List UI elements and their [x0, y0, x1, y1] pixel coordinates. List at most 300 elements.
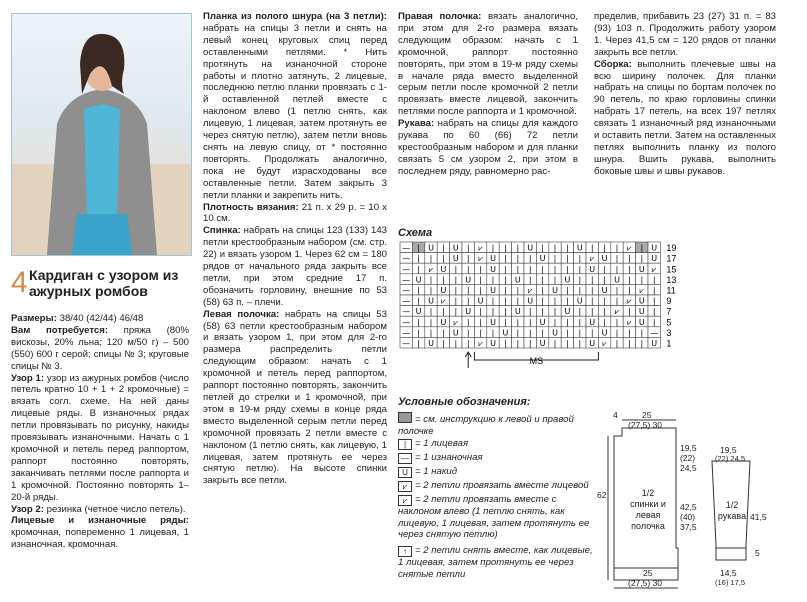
- s2k1p-icon: ↑: [398, 546, 412, 557]
- chart-symbol: |: [429, 328, 433, 338]
- chart-symbol: —: [402, 296, 411, 306]
- chart-symbol: |: [566, 286, 569, 295]
- chart-symbol: |: [429, 317, 433, 327]
- legend-title: Условные обозначения:: [398, 396, 531, 408]
- chart-symbol: U: [651, 254, 658, 264]
- chart-symbol: |: [417, 254, 420, 264]
- legend-text: = 2 петли снять вместе, как лицевые, 1 лицевая, затем протянуть ее через снятые петли: [398, 545, 593, 580]
- chart-symbol: |: [479, 328, 482, 338]
- front-piece-label: 1/2 спинки и левая полочка: [630, 488, 666, 531]
- chart-row-number: 13: [666, 274, 677, 285]
- chart-symbol: |: [429, 286, 433, 295]
- sleeve-bottom: 14,5: [720, 568, 737, 578]
- paragraph-label: Плотность вязания:: [203, 201, 299, 213]
- chart-symbol: |: [553, 296, 557, 306]
- chart-symbol: |: [590, 307, 594, 317]
- chart-symbol: |: [516, 328, 520, 338]
- paragraph-text: узор из ажурных ромбов (число петель кратно 10 + 1 + 2 кромочные) = вязать согл. схеме. На ней даны лицевые ряды. В изнаночных рядах петли провязывать по рисунку, накиды провязывать изнаночными. Начать с 1 кромочной и петель перед раппортом, раппорт постоянно повторять, заканчивать петлями после раппорта и 1 кромочной. Постоянно повторять 1–20-й ряды.: [11, 372, 190, 503]
- front-side: 42,5: [680, 502, 697, 512]
- chart-row-number: 3: [666, 327, 672, 338]
- stitch-chart: [398, 240, 680, 390]
- chart-symbol: U: [576, 296, 583, 306]
- chart-symbol: |: [541, 286, 544, 295]
- chart-symbol: |: [628, 254, 631, 264]
- chart-symbol: |: [541, 296, 544, 306]
- chart-symbol: |: [429, 307, 433, 317]
- chart-symbol: U: [589, 264, 596, 274]
- legend-text: = 2 петли провязать вместе лицевой: [415, 480, 589, 491]
- chart-symbol: —: [402, 243, 411, 253]
- chart-arrow: [465, 352, 471, 368]
- chart-symbol: |: [516, 243, 520, 253]
- chart-symbol: |: [628, 286, 631, 295]
- chart-symbol: U: [601, 328, 608, 338]
- paragraph-label: Вам потребуется:: [11, 324, 109, 336]
- legend-item: [398, 494, 594, 541]
- front-top-width-alt: (27,5) 30: [628, 420, 663, 430]
- chart-symbol: |: [566, 254, 569, 264]
- chart-symbol: |: [466, 254, 470, 264]
- chart-symbol: |: [491, 307, 495, 317]
- chart-symbol: U: [651, 243, 658, 253]
- legend-item: [398, 412, 594, 437]
- legend-item: [398, 545, 594, 580]
- chart-symbol: |: [516, 296, 520, 306]
- chart-symbol: |: [491, 275, 495, 285]
- chart-symbol: ⩗: [627, 296, 632, 306]
- chart-symbol: |: [479, 317, 482, 327]
- chart-symbol: |: [578, 328, 582, 338]
- chart-symbol: U: [514, 275, 521, 285]
- chart-symbol: |: [528, 328, 532, 338]
- chart-symbol: |: [516, 317, 520, 327]
- chart-symbol: |: [479, 264, 482, 274]
- ssk-icon: ⩗: [398, 495, 412, 506]
- chart-symbol: |: [491, 243, 495, 253]
- front-shoulder: 19,5: [680, 443, 697, 453]
- chart-symbol: |: [466, 243, 470, 253]
- front-height: 62: [597, 490, 607, 500]
- chart-symbol: ⩗: [627, 243, 632, 253]
- chart-symbol: |: [504, 254, 507, 264]
- chart-symbol: |: [541, 307, 544, 317]
- front-top-width: 25: [642, 410, 652, 420]
- paragraph: [11, 515, 189, 551]
- chart-symbol: |: [553, 275, 557, 285]
- chart-symbol: |: [553, 317, 557, 327]
- chart-symbol: |: [553, 254, 557, 264]
- chart-symbol: ⩗: [478, 339, 483, 348]
- chart-symbol: U: [490, 339, 496, 348]
- chart-symbol: |: [454, 296, 458, 306]
- chart-symbol: U: [527, 243, 534, 253]
- chart-symbol: ⩗: [428, 264, 434, 274]
- paragraph: [11, 504, 189, 516]
- chart-symbol: |: [590, 243, 594, 253]
- chart-symbol: |: [640, 275, 644, 285]
- paragraph-label: Рукава:: [398, 118, 435, 130]
- paragraph: [11, 313, 189, 325]
- chart-symbol: |: [553, 339, 557, 348]
- chart-symbol: U: [589, 317, 596, 327]
- column-4: [594, 11, 776, 178]
- chart-symbol: |: [640, 243, 644, 253]
- chart-symbol: U: [589, 339, 596, 348]
- chart-symbol: |: [417, 339, 420, 348]
- chart-symbol: ⩗: [639, 286, 645, 295]
- legend-item: [398, 438, 594, 450]
- paragraph-text: пределив, прибавить 23 (27) 31 п. = 83 (93) 103 п. Продолжить работу узором 1. Через 41,5 см = 120 рядов от планки закрыть все петли.: [594, 11, 776, 58]
- paragraph: [398, 11, 578, 118]
- chart-symbol: |: [516, 339, 520, 348]
- chart-symbol: |: [442, 328, 445, 338]
- chart-symbol: |: [466, 317, 470, 327]
- chart-symbol: |: [417, 328, 420, 338]
- chart-symbol: |: [603, 307, 606, 317]
- paragraph-text: набрать на спицы для каждого рукава по 60 (66) 72 петли крестообразным набором и для планки связать 5 см узором 2, при этом в последнем ряду, равномерно рас-: [398, 118, 578, 177]
- chart-symbol: —: [402, 275, 411, 285]
- chart-symbol: U: [638, 264, 645, 274]
- front-shoulder-alt2: 24,5: [680, 463, 697, 473]
- paragraph: [398, 118, 578, 178]
- sleeve-piece-label: 1/2 рукава: [717, 500, 747, 521]
- chart-symbol: |: [628, 275, 631, 285]
- paragraph-text: 38/40 (42/44) 46/48: [56, 313, 144, 324]
- paragraph-label: Левая полочка:: [203, 308, 280, 320]
- chart-symbol: |: [466, 264, 470, 274]
- chart-symbol: |: [454, 275, 458, 285]
- chart-symbol: |: [615, 243, 619, 253]
- chart-symbol: ⩗: [602, 339, 607, 348]
- chart-row-number: 11: [666, 285, 676, 296]
- chart-symbol: |: [466, 339, 470, 348]
- chart-symbol: |: [553, 264, 557, 274]
- chart-symbol: |: [566, 328, 569, 338]
- chart-symbol: ⩗: [627, 317, 632, 327]
- chart-symbol: |: [566, 243, 569, 253]
- chart-symbol: |: [578, 264, 582, 274]
- chart-symbol: U: [539, 339, 546, 348]
- column-3: [398, 11, 578, 178]
- chart-symbol: |: [479, 286, 482, 295]
- chart-symbol: |: [479, 307, 482, 317]
- chart-symbol: |: [504, 264, 507, 274]
- paragraph-text: кромочная, попеременно 1 лицевая, 1 изнаночная, кромочная.: [11, 527, 189, 551]
- paragraph: [203, 225, 387, 308]
- front-side-alt: (40): [680, 512, 696, 522]
- front-bottom: 25: [643, 568, 653, 578]
- chart-symbol: |: [590, 275, 594, 285]
- paragraph: [203, 202, 387, 226]
- purl-icon: —: [398, 453, 412, 464]
- chart-symbol: |: [603, 264, 606, 274]
- legend-text: = см. инструкцию к левой и правой полочке: [398, 414, 574, 437]
- chart-symbol: |: [640, 328, 644, 338]
- chart-symbol: U: [490, 264, 496, 274]
- chart-symbol: |: [417, 317, 420, 327]
- paragraph-text: 21 п. х 29 р. = 10 х 10 см.: [203, 201, 387, 225]
- chart-symbol: —: [402, 264, 411, 274]
- chart-symbol: |: [528, 307, 532, 317]
- chart-symbol: U: [514, 307, 521, 317]
- repeat-label: MS: [529, 356, 544, 366]
- chart-symbol: |: [566, 296, 569, 306]
- sleeve-height: 41,5: [750, 512, 767, 522]
- chart-symbol: U: [452, 328, 459, 338]
- chart-symbol: |: [454, 264, 458, 274]
- chart-symbol: |: [566, 317, 569, 327]
- paragraph-label: Размеры:: [11, 313, 57, 324]
- chart-symbol: |: [429, 275, 433, 285]
- chart-row-number: 17: [666, 253, 677, 264]
- chart-symbol: —: [402, 286, 411, 295]
- sleeve-top-alt: (22) 24,5: [715, 454, 746, 463]
- chart-row-number: 5: [666, 317, 672, 328]
- chart-symbol: |: [652, 275, 656, 285]
- chart-symbol: U: [638, 296, 645, 306]
- chart-symbol: |: [603, 275, 606, 285]
- chart-symbol: |: [442, 254, 445, 264]
- chart-symbol: |: [615, 317, 619, 327]
- chart-symbol: |: [504, 307, 507, 317]
- chart-symbol: |: [528, 317, 532, 327]
- front-shoulder-alt: (22): [680, 453, 696, 463]
- paragraph: [203, 11, 387, 202]
- chart-symbol: |: [652, 296, 656, 306]
- chart-symbol: |: [417, 286, 420, 295]
- paragraph: [11, 325, 189, 373]
- chart-symbol: |: [652, 307, 656, 317]
- chart-symbol: U: [477, 296, 484, 306]
- sleeve-top: 19,5: [720, 445, 737, 455]
- chart-symbol: |: [516, 254, 520, 264]
- chart-symbol: U: [465, 275, 472, 285]
- chart-symbol: U: [539, 254, 546, 264]
- chart-symbol: —: [650, 328, 659, 338]
- paragraph: [594, 59, 776, 178]
- chart-symbol: |: [504, 286, 507, 295]
- chart-symbol: U: [415, 307, 422, 317]
- chart-symbol: U: [638, 307, 645, 317]
- chart-symbol: |: [528, 264, 532, 274]
- chart-symbol: |: [442, 243, 445, 253]
- chart-symbol: ⩗: [527, 286, 533, 295]
- chart-symbol: |: [566, 339, 569, 348]
- chart-symbol: |: [553, 243, 557, 253]
- front-side-alt2: 37,5: [680, 522, 697, 532]
- legend-item: [398, 466, 594, 478]
- chart-symbol: |: [466, 328, 470, 338]
- chart-symbol: |: [516, 264, 520, 274]
- chart-symbol: ⩗: [589, 254, 595, 264]
- chart-symbol: |: [504, 339, 507, 348]
- chart-symbol: |: [442, 307, 445, 317]
- chart-symbol: |: [615, 339, 619, 348]
- chart-symbol: U: [465, 307, 472, 317]
- chart-symbol: U: [552, 328, 558, 338]
- chart-symbol: |: [590, 286, 594, 295]
- chart-symbol: |: [615, 264, 619, 274]
- paragraph: [203, 309, 387, 488]
- chart-symbol: |: [504, 317, 507, 327]
- chart-symbol: U: [638, 317, 645, 327]
- chart-symbol: |: [578, 307, 582, 317]
- chart-symbol: |: [628, 328, 631, 338]
- chart-symbol: |: [429, 254, 433, 264]
- chart-symbol: |: [504, 296, 507, 306]
- chart-symbol: |: [578, 254, 582, 264]
- chart-symbol: |: [590, 296, 594, 306]
- sleeve-bottom-alt: (16) 17,5: [715, 578, 746, 587]
- chart-symbol: —: [402, 339, 411, 348]
- chart-symbol: —: [402, 328, 411, 338]
- chart-symbol: |: [578, 286, 582, 295]
- chart-symbol: ⩗: [478, 243, 483, 253]
- paragraph-label: Лицевые и изнаночные ряды:: [11, 515, 189, 527]
- chart-symbol: |: [553, 307, 557, 317]
- chart-symbol: |: [541, 275, 544, 285]
- chart-row-number: 1: [666, 338, 672, 349]
- chart-symbol: U: [601, 254, 608, 264]
- sleeve-cuff: 5: [755, 548, 760, 558]
- chart-symbol: |: [454, 307, 458, 317]
- legend-item: [398, 480, 594, 492]
- chart-symbol: |: [628, 307, 631, 317]
- chart-symbol: U: [502, 328, 509, 338]
- chart-symbol: U: [564, 275, 571, 285]
- legend-text: = 1 лицевая: [415, 438, 469, 449]
- chart-symbol: |: [466, 296, 470, 306]
- chart-symbol: |: [479, 275, 482, 285]
- chart-symbol: |: [652, 286, 656, 295]
- paragraph-label: Правая полочка:: [398, 11, 482, 22]
- chart-symbol: |: [615, 328, 619, 338]
- chart-symbol: |: [578, 275, 582, 285]
- chart-symbol: U: [452, 254, 459, 264]
- chart-symbol: |: [528, 254, 532, 264]
- paragraph-text: выполнить плечевые швы на всю ширину полочек. Для планки набрать на спицы по бортам полочек по 90 петель, по краю горловины спинки набрать 17 петель, на всех 197 петлях связать 1 изнаночный ряд изнаночными и оставить петли. Затем на оставленных петлях выполнить планку из полого шнура. Вшить рукава, выполнить боковые швы и швы рукавов.: [594, 58, 776, 177]
- chart-symbol: U: [564, 307, 571, 317]
- chart-symbol: ⩗: [441, 296, 446, 306]
- chart-symbol: |: [578, 317, 582, 327]
- chart-symbol: U: [428, 243, 434, 253]
- paragraph: [11, 373, 189, 504]
- paragraph-label: Спинка:: [203, 225, 241, 237]
- article-title: Кардиган с узором из ажурных ромбов: [29, 267, 179, 299]
- chart-symbol: |: [504, 275, 507, 285]
- chart-symbol: |: [541, 264, 544, 274]
- paragraph-label: Планка из полого шнура (на 3 петли):: [203, 11, 387, 22]
- chart-symbol: |: [603, 317, 606, 327]
- column-1: [11, 313, 189, 551]
- chart-symbol: U: [440, 317, 447, 327]
- chart-symbol: |: [578, 339, 582, 348]
- chart-symbol: U: [552, 286, 558, 295]
- chart-symbol: |: [454, 286, 458, 295]
- chart-symbol: U: [440, 286, 447, 295]
- column-2: [203, 11, 387, 487]
- chart-symbol: |: [603, 243, 606, 253]
- chart-symbol: |: [528, 275, 532, 285]
- chart-symbol: |: [491, 296, 495, 306]
- chart-symbol: U: [452, 243, 459, 253]
- chart-symbol: U: [428, 296, 434, 306]
- model-photo: [11, 13, 192, 256]
- chart-symbol: |: [652, 317, 656, 327]
- legend-text: = 2 петли провязать вместе с наклоном влево (1 петлю снять, как лицевую, 1 лицевая, затем протянуть ее через снятую петлю): [398, 494, 590, 540]
- chart-symbol: U: [527, 296, 534, 306]
- chart-symbol: |: [528, 339, 532, 348]
- chart-row-number: 19: [666, 243, 677, 254]
- paragraph-text: резинка (четное число петель).: [43, 503, 186, 515]
- chart-symbol: ⩗: [478, 254, 483, 264]
- chart-symbol: |: [454, 339, 458, 348]
- chart-symbol: |: [590, 328, 594, 338]
- chart-symbol: U: [490, 317, 496, 327]
- chart-symbol: |: [491, 328, 495, 338]
- chart-symbol: |: [516, 286, 520, 295]
- legend-text: = 1 изнаночная: [415, 452, 483, 463]
- chart-symbol: |: [466, 286, 470, 295]
- chart-symbol: U: [651, 339, 658, 348]
- paragraph-text: пряжа (80% вискозы, 20% льна; 120 м/50 г) – 500 (550) 600 г серой; спицы № 3; круговые спицы № 3.: [11, 324, 189, 372]
- chart-symbol: |: [615, 254, 619, 264]
- chart-symbol: U: [614, 275, 620, 285]
- chart-symbol: |: [615, 286, 619, 295]
- chart-symbol: —: [402, 254, 411, 264]
- front-bottom-alt: (27,5) 30: [628, 578, 663, 588]
- paragraph-text: набрать на спицы 53 (58) 63 петли крестообразным набором и вязать узором 1, при этом для 2-го размера распределить петли следующим образом: начать с 1 кромочной и петель перед раппортом, раппорт постоянно повторять, закончить петлей до стрелки и 1 кромочной, при этом в 19-м ряду схемы в конце ряда вместо выделенной серым петли перед кромочной провязать 2 петли вместе с наклоном (1 петлю снять, как лицевую, 1 лицевая, затем протянуть ее через снятую петлю). На высоте спинки закрыть все петли.: [203, 308, 387, 487]
- chart-row-number: 9: [666, 296, 672, 307]
- chart-symbol: |: [417, 296, 420, 306]
- chart-symbol: |: [541, 243, 544, 253]
- paragraph-label: Узор 1:: [11, 372, 45, 384]
- chart-symbol: |: [442, 339, 445, 348]
- chart-symbol: U: [415, 275, 422, 285]
- chart-symbol: |: [566, 264, 569, 274]
- chart-row-number: 15: [666, 264, 677, 275]
- chart-symbol: U: [428, 339, 434, 348]
- schema-title: Схема: [398, 227, 433, 239]
- front-neck-label: 4: [613, 410, 618, 420]
- chart-symbol: U: [576, 243, 583, 253]
- chart-symbol: |: [640, 254, 644, 264]
- chart-symbol: |: [603, 296, 606, 306]
- article-number: 4: [11, 266, 28, 299]
- chart-symbol: |: [628, 264, 631, 274]
- yarn-over-icon: U: [398, 467, 412, 478]
- paragraph-text: набрать на спицы 3 петли и снять на левый конец круговых спиц перед оставленными петлями. * Нить протянуть на изнаночной стороне работы и плотно затянуть, 2 лицевые, последнюю петлю планки провязать с 1-й оставленной петлей вместе с наклоном влево (1 петлю снять, как лицевую, 1 лицевая, затем протянуть ее через снятую петлю), затем петли вновь снять на левую спицу, от * постоянно повторять. Продолжать аналогично, пока не будут израсходованы все оставленные петли. Затем закрыть 3 петли планки и закрепить нить.: [203, 22, 387, 201]
- chart-symbol: |: [628, 339, 631, 348]
- paragraph-text: вязать аналогично, при этом для 2-го размера вязать следующим образом: начать с 1 кромочной, раппорт постоянно повторять, при этом в 19-м ряду схемы в начале ряда вместо выделенной серым петли после кромочной 2 петли провязать вместе лицевой, закончить петлями после раппорта и 1 кромочной.: [398, 11, 578, 118]
- chart-symbol: |: [640, 339, 644, 348]
- chart-symbol: |: [442, 275, 445, 285]
- chart-symbol: U: [490, 286, 496, 295]
- chart-symbol: |: [615, 296, 619, 306]
- chart-symbol: U: [490, 254, 496, 264]
- chart-symbol: ⩗: [453, 317, 459, 327]
- chart-symbol: —: [402, 307, 411, 317]
- chart-symbol: U: [539, 317, 546, 327]
- paragraph-label: Узор 2:: [11, 503, 44, 515]
- legend-text: = 1 накид: [415, 466, 458, 477]
- knit-icon: |: [398, 439, 412, 450]
- chart-symbol: ⩗: [651, 264, 657, 274]
- chart-symbol: ⩗: [614, 307, 620, 317]
- chart-symbol: |: [417, 264, 420, 274]
- chart-symbol: —: [402, 317, 411, 327]
- chart-symbol: U: [601, 286, 608, 295]
